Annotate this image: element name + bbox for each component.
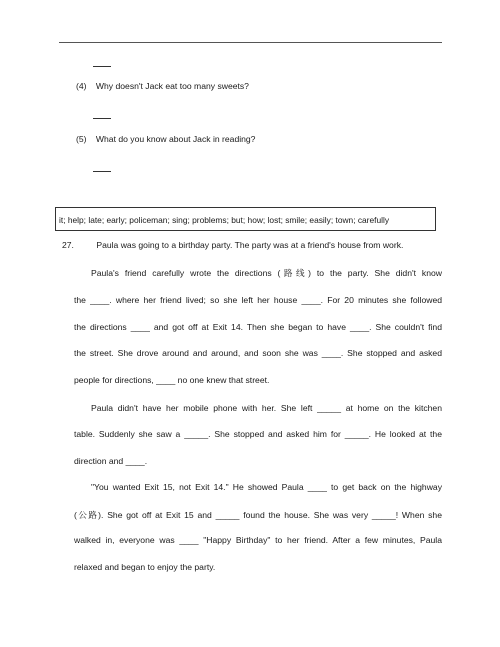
top-rule	[59, 42, 442, 43]
answer-blank-5	[93, 171, 111, 172]
passage-line: walked in, everyone was ____ "Happy Birthday" to her friend. After a few minutes, Paula	[74, 535, 442, 545]
passage-line: relaxed and began to enjoy the party.	[74, 562, 216, 572]
passage-number: 27.	[62, 240, 74, 250]
question-number: (4)	[76, 81, 87, 91]
passage-line: direction and ____.	[74, 456, 148, 466]
passage-heading	[62, 240, 403, 250]
passage-line: the street. She drove around and around, and soon she was ____. She stopped and asked	[74, 348, 442, 358]
question-5	[76, 134, 255, 144]
passage-line: Paula's friend carefully wrote the directions (路线) to the party. She didn't know	[91, 268, 442, 278]
passage-line: the directions ____ and got off at Exit 14. Then she began to have ____. She couldn't find	[74, 322, 442, 332]
passage-line: people for directions, ____ no one knew that street.	[74, 375, 270, 385]
answer-blank-4	[93, 118, 111, 119]
passage-line: Paula didn't have her mobile phone with her. She left _____ at home on the kitchen	[91, 403, 442, 413]
question-4	[76, 81, 249, 91]
word-bank-box	[55, 207, 436, 231]
passage-intro: Paula was going to a birthday party. The party was at a friend's house from work.	[96, 240, 404, 250]
question-number: (5)	[76, 134, 87, 144]
passage-line: (公路). She got off at Exit 15 and _____ found the house. She was very _____! When she	[74, 510, 442, 520]
question-text: Why doesn't Jack eat too many sweets?	[95, 81, 249, 91]
answer-blank-prev	[93, 66, 111, 67]
question-text: What do you know about Jack in reading?	[95, 134, 256, 144]
word-bank-text: it; help; late; early; policeman; sing; problems; but; how; lost; smile; easily; town; carefully	[59, 215, 390, 225]
passage-line: "You wanted Exit 15, not Exit 14." He showed Paula ____ to get back on the highway	[91, 482, 442, 492]
passage-line: the ____. where her friend lived; so she left her house ____. For 20 minutes she followed	[74, 295, 442, 305]
passage-line: table. Suddenly she saw a _____. She stopped and asked him for _____. He looked at the	[74, 429, 442, 439]
